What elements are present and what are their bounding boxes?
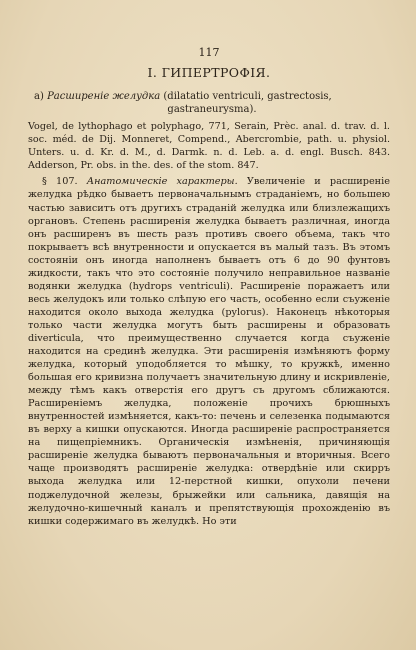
subsection-latin: (dilatatio ventriculi, gastrectosis, bbox=[163, 91, 332, 102]
section-mark: § 107. bbox=[42, 176, 78, 188]
body-paragraph bbox=[28, 175, 390, 527]
subsection-latin-cont: gastraneurysma). bbox=[167, 104, 257, 116]
references-paragraph: Vogel, de lythophago et polyphago, 771, Serain, Prèc. anal. d. trav. d. l. soc. méd. de Dij. Monneret, Compend., Abercrombie, path. u. physiol. Unters. u. d. Kr. d. M., d. Darmk. n. d. Leb. a. d. engl. Busch. 843. Adderson, Pr. obs. in the. des. of the stom. 847. bbox=[28, 121, 390, 172]
body-text: Увеличеніе и расширеніе желудка рѣдко бываетъ первоначальнымъ страданіемъ, но большею частью зависитъ отъ другихъ страданій желудка или близлежащихъ органовъ. Степень расширенія желудка бываетъ различная, иногда онъ расширенъ въ шесть разъ противъ своего объема, такъ что покрываетъ всѣ внутренности и опускается въ малый тазъ. Въ этомъ состояніи онъ иногда наполненъ бываетъ отъ 6 до 90 фунтовъ жидкости, такъ что это состояніе получило неправильное названіе водянки желудка (hydrops ventriculi). Расширеніе поражаетъ или весь желудокъ или только слѣпую его часть, особенно если съуженіе находится около выхода желудка (pylorus). Наконецъ нѣкоторыя только части желудка могутъ быть расширены и образовать diverticula, что преимущественно случается когда съуженіе находится на срединѣ желудка. Эти расширенія измѣняютъ форму желудка, который уподобляется то мѣшку, то кружкѣ, именно большая его кривизна получаетъ значительную длину и искривленіе, между тѣмъ какъ отверстія его другъ съ другомъ сближаются. Расширеніемъ желудка, положеніе прочихъ брюшныхъ внутренностей измѣняется, какъ-то: печень и селезенка подымаются въ верху а кишки опускаются. Иногда расширеніе распространяется на пищепріемникъ. Органическія измѣненія, причиняющія расширеніе желудка бываютъ первоначальныя и вторичныя. Всего чаще производятъ расширеніе желудка: отвердѣніе или скирръ выхода желудка или 12-перстной кишки, опухоли печени поджелудочной железы, брыжейки или сальника, давящія на желудочно-кишечный каналъ и препятствующія прохожденію въ кишки содержимаго въ желудкѣ. Но эти bbox=[28, 176, 390, 527]
section-title: Анатомическіе характеры. bbox=[86, 176, 238, 188]
subsection-title: Расширеніе желудка bbox=[47, 91, 161, 102]
page-number: 117 bbox=[198, 46, 220, 59]
chapter-heading: I. ГИПЕРТРОФІЯ. bbox=[147, 65, 271, 80]
subsection-marker: а) bbox=[34, 91, 44, 102]
subsection-heading bbox=[28, 90, 390, 116]
